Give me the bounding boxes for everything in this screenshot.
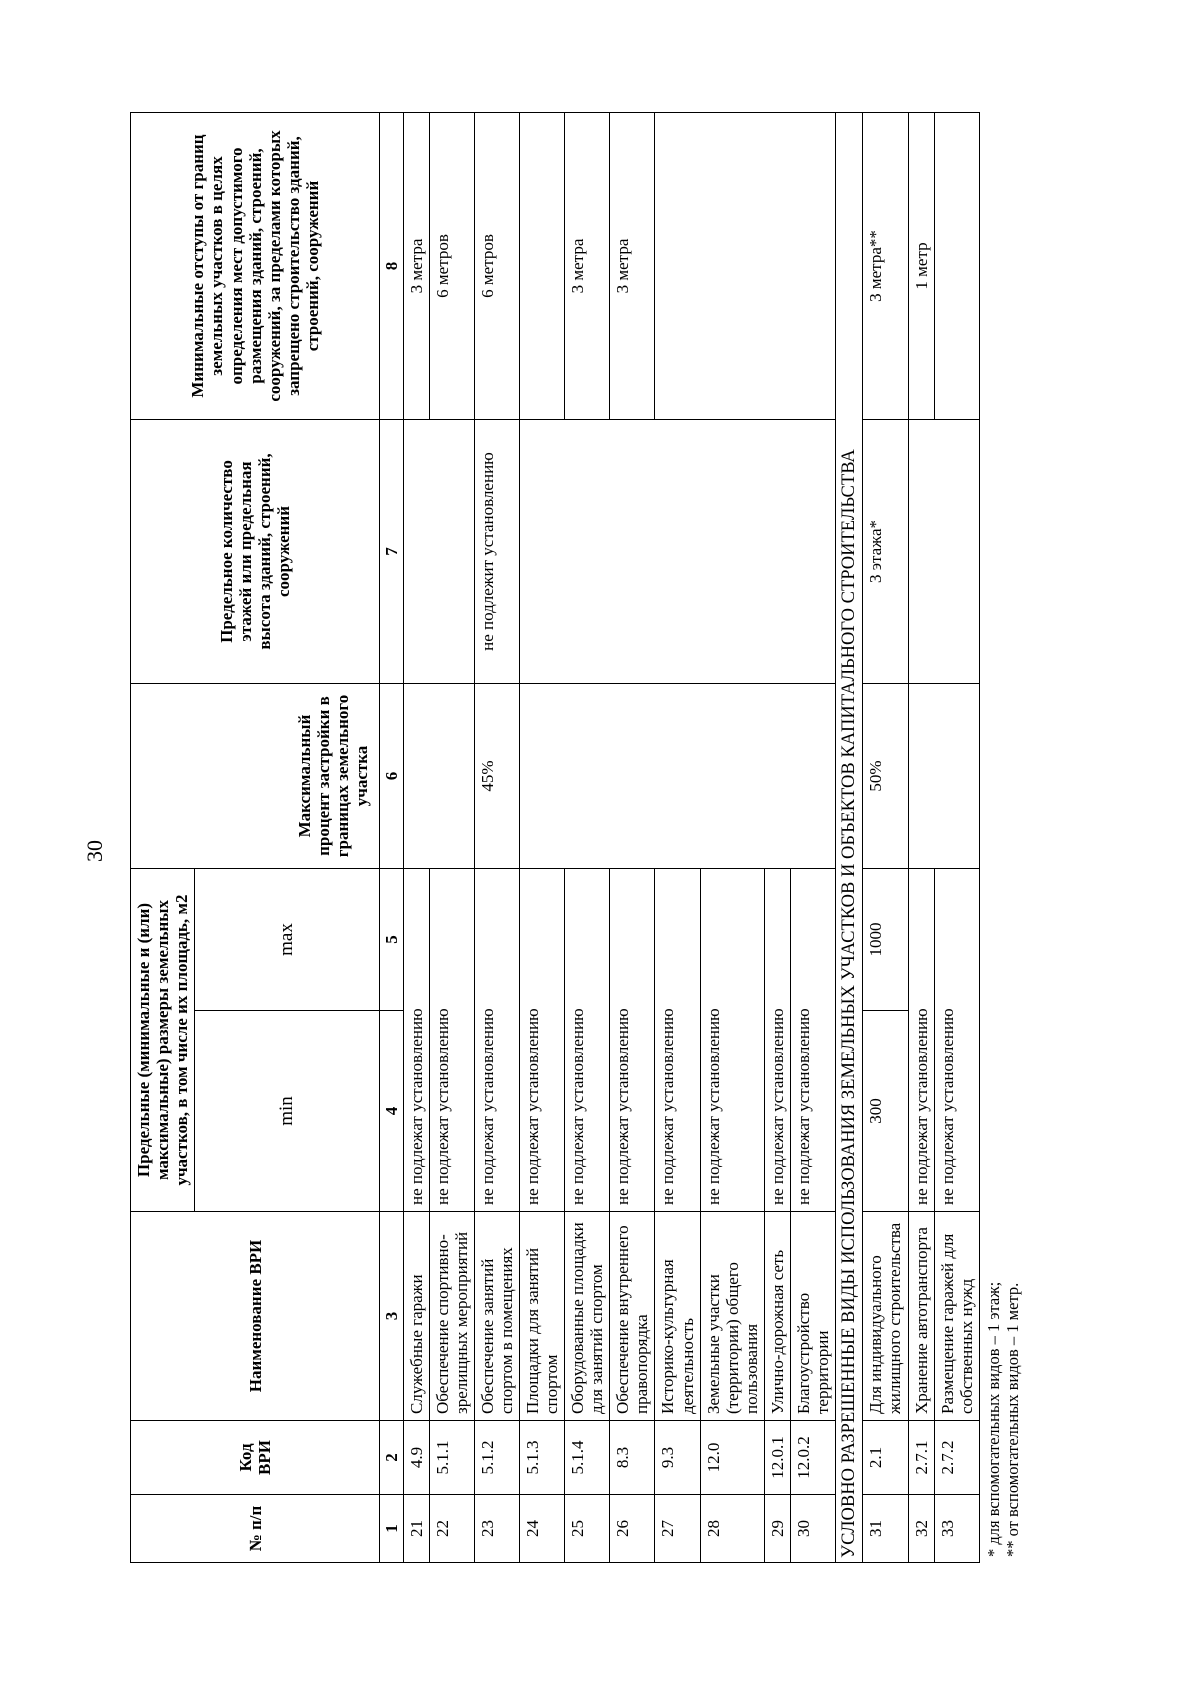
row-size: не подлежат установлению <box>565 869 610 1212</box>
row-num: 27 <box>655 1495 700 1563</box>
rotated-page-content <box>130 113 1023 1563</box>
row-code: 12.0 <box>700 1421 764 1495</box>
column-number: 1 <box>380 1495 404 1563</box>
header-size-group: Предельные (минимальные и (или) максимальные) размеры земельных участков, в том числе их площадь, м2 <box>131 869 195 1212</box>
table-row <box>863 113 908 1563</box>
table-row <box>520 113 565 1563</box>
row-percent: 50% <box>863 684 908 869</box>
row-size: не подлежат установлению <box>934 869 979 1212</box>
row-setback: 6 метров <box>430 113 475 420</box>
row-code: 5.1.4 <box>565 1421 610 1495</box>
section-title: УСЛОВНО РАЗРЕШЕННЫЕ ВИДЫ ИСПОЛЬЗОВАНИЯ ЗЕМЕЛЬНЫХ УЧАСТКОВ И ОБЪЕКТОВ КАПИТАЛЬНОГО СТРОИТЕЛЬСТВА <box>835 113 863 1563</box>
row-num: 25 <box>565 1495 610 1563</box>
row-size: не подлежат установлению <box>700 869 764 1212</box>
column-number: 5 <box>380 869 404 1011</box>
row-setback <box>655 113 835 420</box>
column-number: 4 <box>380 1011 404 1212</box>
footnotes <box>984 113 1024 1563</box>
row-num: 33 <box>934 1495 979 1563</box>
column-number: 8 <box>380 113 404 420</box>
row-name: Улично-дорожная сеть <box>764 1212 790 1421</box>
footnote: * для вспомогательных видов – 1 этаж; <box>983 1281 1003 1557</box>
row-size: не подлежат установлению <box>430 869 475 1212</box>
row-name: Историко-культурная деятельность <box>655 1212 700 1421</box>
row-setback: 3 метра <box>610 113 655 420</box>
row-code: 2.7.2 <box>934 1421 979 1495</box>
row-floors <box>520 420 835 684</box>
row-size: не подлежат установлению <box>764 869 790 1212</box>
row-percent: 45% <box>475 684 520 869</box>
row-code: 4.9 <box>404 1421 430 1495</box>
column-number: 3 <box>380 1212 404 1421</box>
row-name: Площадки для занятий спортом <box>520 1212 565 1421</box>
row-code: 12.0.1 <box>764 1421 790 1495</box>
row-num: 24 <box>520 1495 565 1563</box>
row-code: 5.1.1 <box>430 1421 475 1495</box>
row-setback <box>934 113 979 420</box>
row-setback: 3 метра <box>565 113 610 420</box>
row-num: 30 <box>790 1495 835 1563</box>
row-num: 28 <box>700 1495 764 1563</box>
row-num: 26 <box>610 1495 655 1563</box>
zoning-parameters-table <box>130 112 980 1563</box>
row-percent <box>908 684 979 869</box>
row-setback: 3 метра** <box>863 113 908 420</box>
row-code: 2.7.1 <box>908 1421 934 1495</box>
header-name: Наименование ВРИ <box>131 1212 380 1421</box>
header-percent: Максимальный процент застройки в границах земельного участка <box>131 684 380 869</box>
row-percent <box>404 684 475 869</box>
table-row <box>475 113 520 1563</box>
table-row <box>908 113 934 1563</box>
row-num: 29 <box>764 1495 790 1563</box>
column-number: 7 <box>380 420 404 684</box>
column-number: 6 <box>380 684 404 869</box>
row-size: не подлежат установлению <box>790 869 835 1212</box>
row-setback: 1 метр <box>908 113 934 420</box>
header-num: № п/п <box>131 1495 380 1563</box>
row-code: 9.3 <box>655 1421 700 1495</box>
row-code: 2.1 <box>863 1421 908 1495</box>
row-floors: не подлежит установлению <box>475 420 520 684</box>
row-floors <box>404 420 475 684</box>
row-size: не подлежат установлению <box>404 869 430 1212</box>
column-number: 2 <box>380 1421 404 1495</box>
row-code: 12.0.2 <box>790 1421 835 1495</box>
row-setback: 3 метра <box>404 113 430 420</box>
row-size: не подлежат установлению <box>610 869 655 1212</box>
row-code: 5.1.2 <box>475 1421 520 1495</box>
row-num: 32 <box>908 1495 934 1563</box>
row-name: Благоустройство территории <box>790 1212 835 1421</box>
row-setback <box>520 113 565 420</box>
row-size: не подлежат установлению <box>908 869 934 1212</box>
header-max: max <box>195 869 380 1011</box>
row-max: 1000 <box>863 869 908 1011</box>
row-percent <box>520 684 835 869</box>
row-name: Служебные гаражи <box>404 1212 430 1421</box>
row-floors <box>908 420 979 684</box>
header-setback: Минимальные отступы от границ земельных участков в целях определения мест допустимого размещения зданий, строений, сооружений, за пределами которых запрещено строительство зданий, строений, сооружений <box>131 113 380 420</box>
row-num: 21 <box>404 1495 430 1563</box>
row-num: 23 <box>475 1495 520 1563</box>
row-code: 8.3 <box>610 1421 655 1495</box>
row-code: 5.1.3 <box>520 1421 565 1495</box>
row-name: Земельные участки (территории) общего пользования <box>700 1212 764 1421</box>
row-min: 300 <box>863 1011 908 1212</box>
row-name: Обеспечение спортивно-зрелищных мероприятий <box>430 1212 475 1421</box>
row-name: Размещение гаражей для собственных нужд <box>934 1212 979 1421</box>
row-setback: 6 метров <box>475 113 520 420</box>
table-row <box>404 113 430 1563</box>
row-name: Обеспечение занятий спортом в помещениях <box>475 1212 520 1421</box>
row-name: Для индивидуального жилищного строительства <box>863 1212 908 1421</box>
row-size: не подлежат установлению <box>475 869 520 1212</box>
row-name: Хранение автотранспорта <box>908 1212 934 1421</box>
header-min: min <box>195 1011 380 1212</box>
row-floors: 3 этажа* <box>863 420 908 684</box>
row-name: Оборудованные площадки для занятий спортом <box>565 1212 610 1421</box>
row-size: не подлежат установлению <box>655 869 700 1212</box>
page-number: 30 <box>82 840 107 862</box>
header-floors: Предельное количество этажей или предельная высота зданий, строений, сооружений <box>131 420 380 684</box>
row-num: 31 <box>863 1495 908 1563</box>
footnote: ** от вспомогательных видов – 1 метр. <box>1003 1282 1023 1557</box>
row-size: не подлежат установлению <box>520 869 565 1212</box>
row-name: Обеспечение внутреннего правопорядка <box>610 1212 655 1421</box>
row-num: 22 <box>430 1495 475 1563</box>
header-code: Код ВРИ <box>131 1421 380 1495</box>
